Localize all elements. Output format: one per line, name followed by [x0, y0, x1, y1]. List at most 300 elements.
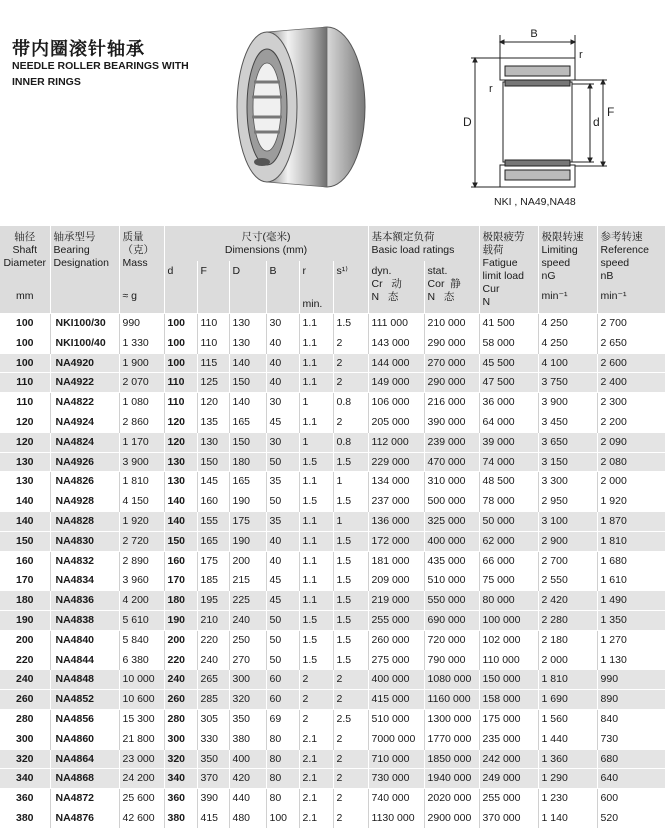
cell-d: 120 — [164, 412, 197, 432]
cell-mass: 5 610 — [119, 610, 164, 630]
cell-reference-speed: 1 870 — [597, 511, 665, 531]
cell-reference-speed: 1 810 — [597, 531, 665, 551]
cell-D: 130 — [229, 314, 266, 334]
col-d: d — [164, 261, 197, 314]
cell-d: 260 — [164, 690, 197, 710]
cell-fatigue-load: 66 000 — [479, 551, 538, 571]
cell-designation: NA4920 — [50, 353, 119, 373]
cell-static-load: 390 000 — [424, 412, 479, 432]
cell-d: 130 — [164, 452, 197, 472]
title-english-line1: NEEDLE ROLLER BEARINGS WITH — [12, 60, 189, 72]
cell-shaft-diameter: 150 — [0, 531, 50, 551]
cell-s: 1 — [333, 511, 368, 531]
cell-shaft-diameter: 300 — [0, 729, 50, 749]
cell-B: 40 — [266, 333, 299, 353]
cell-static-load: 1300 000 — [424, 709, 479, 729]
cell-F: 285 — [197, 690, 229, 710]
cell-designation: NA4824 — [50, 432, 119, 452]
cell-shaft-diameter: 190 — [0, 610, 50, 630]
table-row — [0, 412, 665, 432]
cell-mass: 4 200 — [119, 591, 164, 611]
cell-F: 135 — [197, 412, 229, 432]
cell-D: 190 — [229, 531, 266, 551]
cell-fatigue-load: 78 000 — [479, 492, 538, 512]
cell-fatigue-load: 62 000 — [479, 531, 538, 551]
cell-d: 120 — [164, 432, 197, 452]
cell-D: 480 — [229, 808, 266, 827]
cell-F: 175 — [197, 551, 229, 571]
cell-shaft-diameter: 200 — [0, 630, 50, 650]
cell-fatigue-load: 100 000 — [479, 610, 538, 630]
cell-s: 1.5 — [333, 650, 368, 670]
cell-shaft-diameter: 120 — [0, 412, 50, 432]
cell-fatigue-load: 47 500 — [479, 373, 538, 393]
table-row — [0, 551, 665, 571]
table-row — [0, 789, 665, 809]
cell-d: 110 — [164, 393, 197, 413]
cell-limiting-speed: 3 100 — [538, 511, 597, 531]
cell-static-load: 290 000 — [424, 333, 479, 353]
cell-reference-speed: 990 — [597, 670, 665, 690]
cell-fatigue-load: 50 000 — [479, 511, 538, 531]
cell-static-load: 325 000 — [424, 511, 479, 531]
cell-dynamic-load: 415 000 — [368, 690, 424, 710]
cell-limiting-speed: 4 250 — [538, 314, 597, 334]
cell-shaft-diameter: 360 — [0, 789, 50, 809]
cell-mass: 3 900 — [119, 452, 164, 472]
cell-static-load: 1850 000 — [424, 749, 479, 769]
cell-designation: NA4832 — [50, 551, 119, 571]
cell-shaft-diameter: 140 — [0, 492, 50, 512]
cell-static-load: 500 000 — [424, 492, 479, 512]
cell-F: 145 — [197, 472, 229, 492]
cell-mass: 2 070 — [119, 373, 164, 393]
table-row — [0, 769, 665, 789]
cell-d: 140 — [164, 511, 197, 531]
cell-static-load: 1080 000 — [424, 670, 479, 690]
cell-fatigue-load: 41 500 — [479, 314, 538, 334]
cell-r-min: 1.1 — [299, 373, 333, 393]
cell-designation: NA4860 — [50, 729, 119, 749]
drawing-caption: NKI , NA49,NA48 — [494, 196, 576, 208]
cell-static-load: 210 000 — [424, 314, 479, 334]
cell-dynamic-load: 136 000 — [368, 511, 424, 531]
cell-limiting-speed: 1 290 — [538, 769, 597, 789]
cell-dynamic-load: 149 000 — [368, 373, 424, 393]
cell-fatigue-load: 58 000 — [479, 333, 538, 353]
cell-mass: 25 600 — [119, 789, 164, 809]
cell-r-min: 2 — [299, 670, 333, 690]
table-row — [0, 314, 665, 334]
cell-dynamic-load: 181 000 — [368, 551, 424, 571]
cell-F: 115 — [197, 353, 229, 373]
cell-limiting-speed: 2 000 — [538, 650, 597, 670]
col-group-load-ratings: 基本额定负荷 Basic load ratings — [368, 226, 479, 261]
cell-static-load: 435 000 — [424, 551, 479, 571]
table-row — [0, 393, 665, 413]
cell-F: 415 — [197, 808, 229, 827]
cell-dynamic-load: 275 000 — [368, 650, 424, 670]
col-reference-speed: 参考转速 Reference speed nB min⁻¹ — [597, 226, 665, 314]
cell-reference-speed: 2 700 — [597, 314, 665, 334]
cell-D: 350 — [229, 709, 266, 729]
cell-r-min: 2 — [299, 709, 333, 729]
cell-designation: NA4840 — [50, 630, 119, 650]
cell-F: 165 — [197, 531, 229, 551]
cell-shaft-diameter: 120 — [0, 432, 50, 452]
cell-D: 400 — [229, 749, 266, 769]
cell-s: 2 — [333, 789, 368, 809]
title-chinese: 带内圈滚针轴承 — [12, 39, 145, 59]
cell-r-min: 1.1 — [299, 511, 333, 531]
table-row — [0, 353, 665, 373]
cell-D: 150 — [229, 432, 266, 452]
cell-designation: NA4876 — [50, 808, 119, 827]
cell-reference-speed: 2 090 — [597, 432, 665, 452]
cell-B: 35 — [266, 511, 299, 531]
col-limiting-speed: 极限转速 Limiting speed nG min⁻¹ — [538, 226, 597, 314]
cell-limiting-speed: 4 250 — [538, 333, 597, 353]
cell-designation: NA4848 — [50, 670, 119, 690]
cell-shaft-diameter: 260 — [0, 690, 50, 710]
cell-dynamic-load: 510 000 — [368, 709, 424, 729]
cell-static-load: 1160 000 — [424, 690, 479, 710]
cell-limiting-speed: 2 900 — [538, 531, 597, 551]
cell-F: 125 — [197, 373, 229, 393]
cell-designation: NA4928 — [50, 492, 119, 512]
drawing-label-B: B — [530, 28, 538, 40]
cell-designation: NA4826 — [50, 472, 119, 492]
cell-limiting-speed: 2 420 — [538, 591, 597, 611]
cell-fatigue-load: 110 000 — [479, 650, 538, 670]
title-english-line2: INNER RINGS — [12, 76, 81, 88]
cell-shaft-diameter: 130 — [0, 472, 50, 492]
cell-D: 300 — [229, 670, 266, 690]
cell-r-min: 1.5 — [299, 610, 333, 630]
cell-reference-speed: 1 920 — [597, 492, 665, 512]
cell-d: 140 — [164, 492, 197, 512]
cell-dynamic-load: 134 000 — [368, 472, 424, 492]
cell-B: 45 — [266, 412, 299, 432]
cell-reference-speed: 1 490 — [597, 591, 665, 611]
cell-designation: NA4926 — [50, 452, 119, 472]
cell-mass: 6 380 — [119, 650, 164, 670]
cell-B: 60 — [266, 670, 299, 690]
cell-s: 0.8 — [333, 393, 368, 413]
cell-r-min: 2.1 — [299, 769, 333, 789]
cell-fatigue-load: 80 000 — [479, 591, 538, 611]
cell-fatigue-load: 255 000 — [479, 789, 538, 809]
cell-D: 175 — [229, 511, 266, 531]
cell-static-load: 216 000 — [424, 393, 479, 413]
cell-dynamic-load: 710 000 — [368, 749, 424, 769]
cell-mass: 3 960 — [119, 571, 164, 591]
cell-limiting-speed: 1 230 — [538, 789, 597, 809]
bearing-photo — [232, 22, 372, 192]
drawing-label-F: F — [607, 105, 615, 119]
drawing-label-D: D — [463, 115, 472, 129]
cell-B: 100 — [266, 808, 299, 827]
cell-fatigue-load: 242 000 — [479, 749, 538, 769]
table-row — [0, 690, 665, 710]
cell-shaft-diameter: 170 — [0, 571, 50, 591]
cell-F: 195 — [197, 591, 229, 611]
cell-B: 45 — [266, 571, 299, 591]
cell-D: 165 — [229, 472, 266, 492]
cell-B: 50 — [266, 452, 299, 472]
cell-F: 150 — [197, 452, 229, 472]
cell-designation: NA4844 — [50, 650, 119, 670]
table-row — [0, 709, 665, 729]
cell-fatigue-load: 39 000 — [479, 432, 538, 452]
cell-limiting-speed: 3 900 — [538, 393, 597, 413]
cell-r-min: 1 — [299, 432, 333, 452]
bearing-spec-table — [0, 226, 665, 828]
cell-d: 100 — [164, 314, 197, 334]
cell-F: 370 — [197, 769, 229, 789]
cell-reference-speed: 600 — [597, 789, 665, 809]
cell-shaft-diameter: 110 — [0, 373, 50, 393]
cell-mass: 23 000 — [119, 749, 164, 769]
cell-limiting-speed: 2 950 — [538, 492, 597, 512]
cell-s: 1.5 — [333, 551, 368, 571]
cell-r-min: 2.1 — [299, 808, 333, 827]
cell-mass: 2 890 — [119, 551, 164, 571]
cell-fatigue-load: 249 000 — [479, 769, 538, 789]
cell-reference-speed: 1 610 — [597, 571, 665, 591]
table-row — [0, 531, 665, 551]
cell-designation: NA4922 — [50, 373, 119, 393]
cell-D: 180 — [229, 452, 266, 472]
cell-B: 40 — [266, 353, 299, 373]
cell-r-min: 2.1 — [299, 749, 333, 769]
cell-r-min: 1.1 — [299, 333, 333, 353]
cell-d: 170 — [164, 571, 197, 591]
cell-B: 80 — [266, 769, 299, 789]
cell-reference-speed: 2 650 — [597, 333, 665, 353]
cell-dynamic-load: 400 000 — [368, 670, 424, 690]
cell-mass: 5 840 — [119, 630, 164, 650]
cell-static-load: 720 000 — [424, 630, 479, 650]
cell-fatigue-load: 36 000 — [479, 393, 538, 413]
cell-static-load: 310 000 — [424, 472, 479, 492]
cell-shaft-diameter: 240 — [0, 670, 50, 690]
cell-reference-speed: 730 — [597, 729, 665, 749]
cell-s: 1.5 — [333, 610, 368, 630]
cell-F: 330 — [197, 729, 229, 749]
cell-d: 190 — [164, 610, 197, 630]
cell-limiting-speed: 4 100 — [538, 353, 597, 373]
cell-r-min: 1.1 — [299, 472, 333, 492]
cell-d: 160 — [164, 551, 197, 571]
cell-reference-speed: 1 680 — [597, 551, 665, 571]
cell-D: 380 — [229, 729, 266, 749]
drawing-label-r-top: r — [579, 49, 583, 61]
cell-limiting-speed: 3 750 — [538, 373, 597, 393]
cell-static-load: 270 000 — [424, 353, 479, 373]
cell-designation: NA4822 — [50, 393, 119, 413]
cell-F: 210 — [197, 610, 229, 630]
bearing-cross-section-drawing — [455, 20, 615, 192]
cell-dynamic-load: 143 000 — [368, 333, 424, 353]
table-row — [0, 333, 665, 353]
cell-limiting-speed: 1 360 — [538, 749, 597, 769]
cell-static-load: 510 000 — [424, 571, 479, 591]
cell-d: 220 — [164, 650, 197, 670]
cell-reference-speed: 1 270 — [597, 630, 665, 650]
cell-dynamic-load: 106 000 — [368, 393, 424, 413]
cell-mass: 1 810 — [119, 472, 164, 492]
cell-d: 100 — [164, 353, 197, 373]
cell-D: 270 — [229, 650, 266, 670]
cell-d: 150 — [164, 531, 197, 551]
cell-r-min: 1.1 — [299, 551, 333, 571]
cell-limiting-speed: 3 450 — [538, 412, 597, 432]
cell-fatigue-load: 75 000 — [479, 571, 538, 591]
cell-r-min: 1.5 — [299, 492, 333, 512]
cell-F: 265 — [197, 670, 229, 690]
cell-designation: NA4836 — [50, 591, 119, 611]
cell-shaft-diameter: 380 — [0, 808, 50, 827]
cell-F: 110 — [197, 333, 229, 353]
cell-B: 50 — [266, 492, 299, 512]
cell-fatigue-load: 150 000 — [479, 670, 538, 690]
cell-s: 2 — [333, 412, 368, 432]
cell-d: 360 — [164, 789, 197, 809]
cell-mass: 10 600 — [119, 690, 164, 710]
cell-D: 140 — [229, 393, 266, 413]
cell-mass: 21 800 — [119, 729, 164, 749]
col-F: F — [197, 261, 229, 314]
cell-D: 165 — [229, 412, 266, 432]
cell-designation: NA4838 — [50, 610, 119, 630]
col-mass: 质量 （克） Mass ≈ g — [119, 226, 164, 314]
cell-d: 100 — [164, 333, 197, 353]
cell-s: 1.5 — [333, 630, 368, 650]
drawing-label-d: d — [593, 115, 600, 129]
cell-F: 305 — [197, 709, 229, 729]
cell-s: 1.5 — [333, 452, 368, 472]
cell-limiting-speed: 3 300 — [538, 472, 597, 492]
cell-limiting-speed: 1 140 — [538, 808, 597, 827]
cell-D: 440 — [229, 789, 266, 809]
cell-D: 215 — [229, 571, 266, 591]
cell-dynamic-load: 260 000 — [368, 630, 424, 650]
cell-designation: NA4864 — [50, 749, 119, 769]
cell-fatigue-load: 158 000 — [479, 690, 538, 710]
cell-limiting-speed: 1 560 — [538, 709, 597, 729]
cell-mass: 1 330 — [119, 333, 164, 353]
cell-designation: NA4856 — [50, 709, 119, 729]
cell-dynamic-load: 209 000 — [368, 571, 424, 591]
cell-s: 2 — [333, 769, 368, 789]
cell-B: 50 — [266, 630, 299, 650]
cell-limiting-speed: 1 690 — [538, 690, 597, 710]
cell-dynamic-load: 144 000 — [368, 353, 424, 373]
cell-B: 60 — [266, 690, 299, 710]
col-group-dimensions: 尺寸(毫米) Dimensions (mm) — [164, 226, 368, 261]
cell-s: 2 — [333, 690, 368, 710]
cell-F: 160 — [197, 492, 229, 512]
cell-fatigue-load: 74 000 — [479, 452, 538, 472]
cell-reference-speed: 890 — [597, 690, 665, 710]
table-row — [0, 373, 665, 393]
cell-B: 50 — [266, 610, 299, 630]
col-static-load: stat. Cor 静 N 态 — [424, 261, 479, 314]
table-row — [0, 432, 665, 452]
cell-d: 180 — [164, 591, 197, 611]
cell-dynamic-load: 255 000 — [368, 610, 424, 630]
cell-s: 2 — [333, 353, 368, 373]
cell-F: 120 — [197, 393, 229, 413]
cell-d: 300 — [164, 729, 197, 749]
cell-D: 190 — [229, 492, 266, 512]
col-designation: 轴承型号 Bearing Designation — [50, 226, 119, 314]
drawing-label-r-left: r — [489, 83, 493, 95]
cell-D: 225 — [229, 591, 266, 611]
cell-shaft-diameter: 100 — [0, 314, 50, 334]
cell-fatigue-load: 235 000 — [479, 729, 538, 749]
cell-B: 30 — [266, 393, 299, 413]
cell-shaft-diameter: 160 — [0, 551, 50, 571]
cell-designation: NA4834 — [50, 571, 119, 591]
cell-D: 240 — [229, 610, 266, 630]
cell-dynamic-load: 219 000 — [368, 591, 424, 611]
cell-designation: NKI100/30 — [50, 314, 119, 334]
cell-mass: 10 000 — [119, 670, 164, 690]
cell-s: 1.5 — [333, 492, 368, 512]
cell-shaft-diameter: 130 — [0, 452, 50, 472]
cell-B: 40 — [266, 373, 299, 393]
cell-static-load: 790 000 — [424, 650, 479, 670]
cell-B: 30 — [266, 432, 299, 452]
cell-limiting-speed: 3 650 — [538, 432, 597, 452]
cell-F: 350 — [197, 749, 229, 769]
table-row — [0, 670, 665, 690]
cell-B: 40 — [266, 531, 299, 551]
cell-B: 30 — [266, 314, 299, 334]
cell-mass: 42 600 — [119, 808, 164, 827]
table-row — [0, 511, 665, 531]
cell-static-load: 290 000 — [424, 373, 479, 393]
cell-reference-speed: 2 400 — [597, 373, 665, 393]
cell-reference-speed: 2 200 — [597, 412, 665, 432]
cell-shaft-diameter: 100 — [0, 333, 50, 353]
cell-d: 320 — [164, 749, 197, 769]
cell-r-min: 1.1 — [299, 412, 333, 432]
cell-limiting-speed: 3 150 — [538, 452, 597, 472]
cell-r-min: 1.1 — [299, 353, 333, 373]
cell-s: 2 — [333, 808, 368, 827]
table-row — [0, 650, 665, 670]
cell-static-load: 239 000 — [424, 432, 479, 452]
cell-s: 2 — [333, 729, 368, 749]
cell-limiting-speed: 1 440 — [538, 729, 597, 749]
cell-static-load: 470 000 — [424, 452, 479, 472]
cell-designation: NA4852 — [50, 690, 119, 710]
cell-s: 1.5 — [333, 591, 368, 611]
cell-fatigue-load: 45 500 — [479, 353, 538, 373]
cell-s: 2.5 — [333, 709, 368, 729]
cell-F: 185 — [197, 571, 229, 591]
cell-s: 2 — [333, 670, 368, 690]
cell-d: 380 — [164, 808, 197, 827]
table-row — [0, 591, 665, 611]
table-row — [0, 472, 665, 492]
cell-r-min: 1.1 — [299, 591, 333, 611]
cell-r-min: 1 — [299, 393, 333, 413]
cell-dynamic-load: 237 000 — [368, 492, 424, 512]
